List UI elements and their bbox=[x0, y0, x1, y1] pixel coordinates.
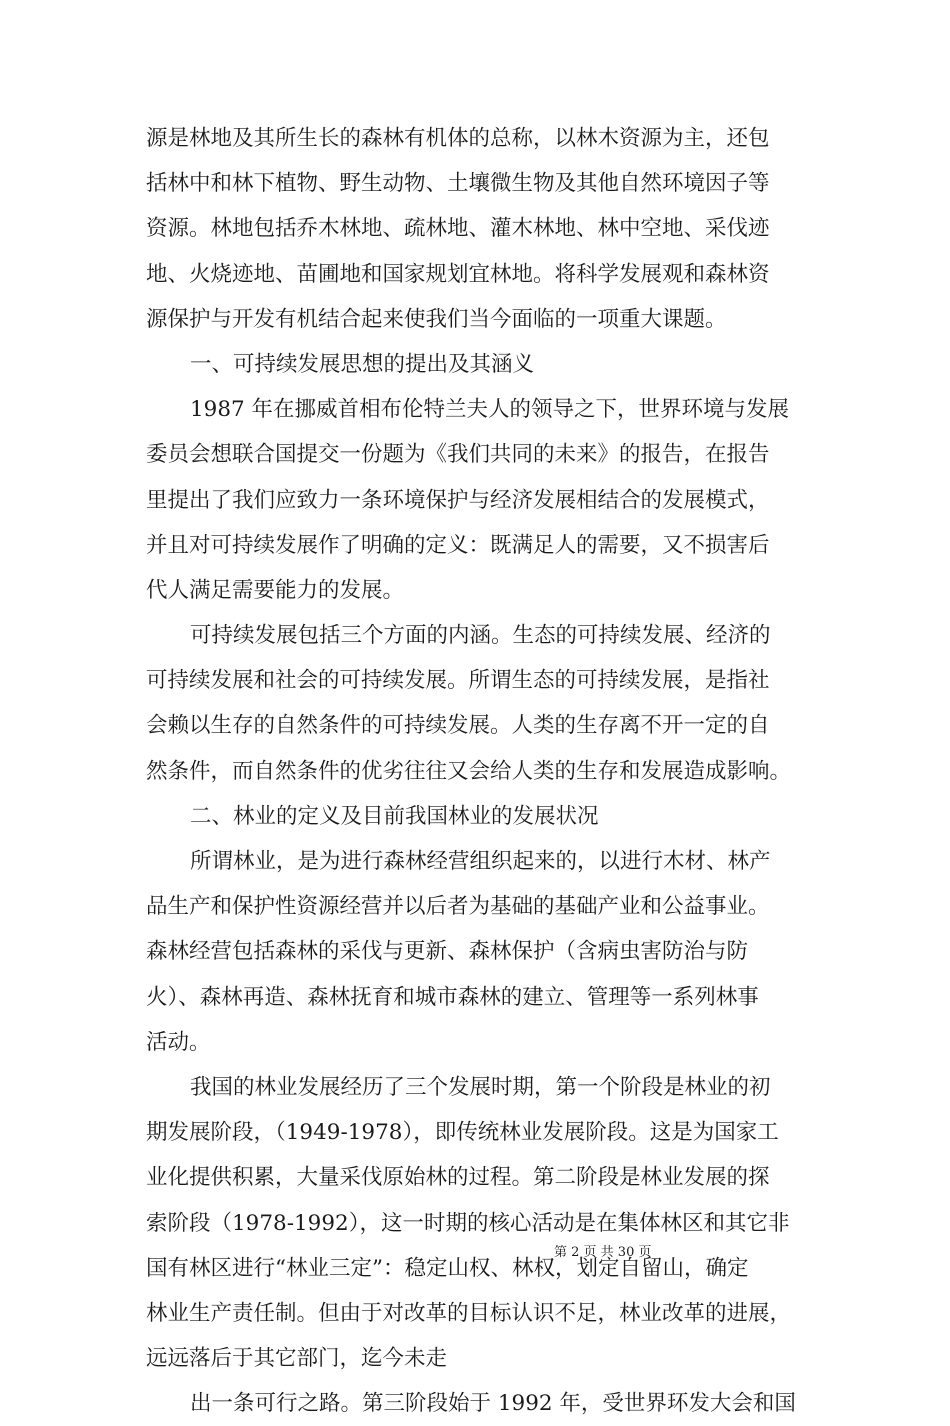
text-line: 地、火烧迹地、苗圃地和国家规划宜林地。将科学发展观和森林资 bbox=[146, 261, 770, 287]
text-line: 出一条可行之路。第三阶段始于 1992 年，受世界环发大会和国 bbox=[190, 1391, 796, 1417]
text-line: 所谓林业，是为进行森林经营组织起来的，以进行木材、林产 bbox=[190, 849, 771, 874]
text-line: 源保护与开发有机结合起来使我们当今面临的一项重大课题。 bbox=[146, 306, 727, 332]
text-line: 会赖以生存的自然条件的可持续发展。人类的生存离不开一定的自 bbox=[146, 713, 770, 739]
text-line: 一、可持续发展思想的提出及其涵义 bbox=[190, 351, 535, 377]
text-line: 1987 年在挪威首相布伦特兰夫人的领导之下，世界环境与发展 bbox=[190, 397, 790, 423]
text-line: 资源。林地包括乔木林地、疏林地、灌木林地、林中空地、采伐迹 bbox=[146, 216, 770, 242]
text-line: 林业生产责任制。但由于对改革的目标认识不足，林业改革的进展， bbox=[146, 1300, 792, 1326]
text-line: 二、林业的定义及目前我国林业的发展状况 bbox=[190, 803, 599, 829]
text-line: 期发展阶段，（1949-1978），即传统林业发展阶段。这是为国家工 bbox=[146, 1120, 779, 1146]
text-line: 品生产和保护性资源经营并以后者为基础的基础产业和公益事业。 bbox=[146, 894, 770, 920]
text-line: 然条件，而自然条件的优劣往往又会给人类的生存和发展造成影响。 bbox=[146, 758, 792, 784]
text-line: 源是林地及其所生长的森林有机体的总称，以林木资源为主，还包 bbox=[146, 126, 770, 151]
text-line: 我国的林业发展经历了三个发展时期，第一个阶段是林业的初 bbox=[190, 1074, 771, 1100]
text-line: 可持续发展包括三个方面的内涵。生态的可持续发展、经济的 bbox=[190, 623, 771, 649]
text-line: 并且对可持续发展作了明确的定义：既满足人的需要，又不损害后 bbox=[146, 532, 770, 558]
text-line: 活动。 bbox=[146, 1029, 211, 1055]
page-number-footer: 第 2 页 共 30 页 bbox=[554, 1245, 652, 1260]
text-line: 远远落后于其它部门，迄今未走 bbox=[146, 1346, 448, 1372]
text-line: 委员会想联合国提交一份题为《我们共同的未来》的报告，在报告 bbox=[146, 442, 770, 468]
text-line: 代人满足需要能力的发展。 bbox=[146, 577, 405, 603]
text-line: 里提出了我们应致力一条环境保护与经济发展相结合的发展模式， bbox=[146, 487, 770, 513]
text-line: 火）、森林再造、森林抚育和城市森林的建立、管理等一系列林事 bbox=[146, 984, 759, 1010]
text-line: 森林经营包括森林的采伐与更新、森林保护（含病虫害防治与防 bbox=[146, 939, 749, 965]
document-body bbox=[146, 116, 806, 1426]
text-line: 业化提供积累，大量采伐原始林的过程。第二阶段是林业发展的探 bbox=[146, 1165, 770, 1191]
text-line: 国有林区进行“林业三定”：稳定山权、林权，划定自留山，确定 bbox=[146, 1255, 749, 1281]
text-line: 可持续发展和社会的可持续发展。所谓生态的可持续发展，是指社 bbox=[146, 668, 770, 694]
text-line: 索阶段（1978-1992），这一时期的核心活动是在集体林区和其它非 bbox=[146, 1210, 790, 1236]
text-line: 括林中和林下植物、野生动物、土壤微生物及其他自然环境因子等 bbox=[146, 171, 770, 197]
